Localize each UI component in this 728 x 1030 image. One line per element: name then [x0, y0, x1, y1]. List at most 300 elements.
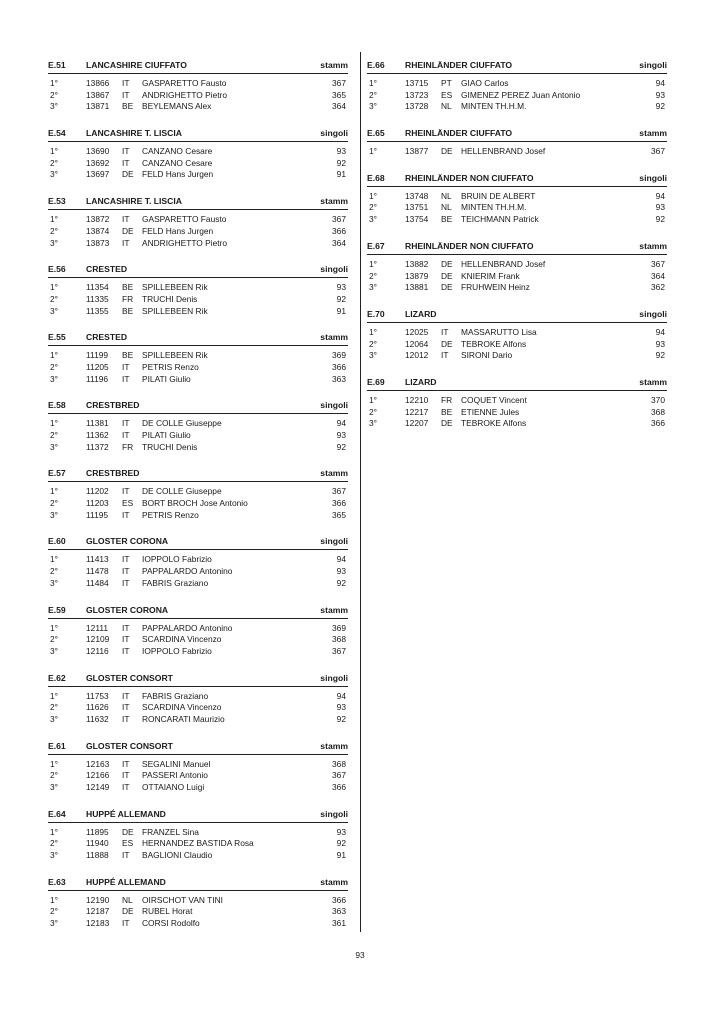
exhibitor-name: FABRIS Graziano — [142, 577, 209, 588]
section-title: LANCASHIRE T. LISCIA — [86, 196, 182, 207]
section-header — [367, 169, 667, 187]
entry-number: 13882 — [405, 258, 429, 269]
section-header — [48, 260, 348, 278]
placement: 1° — [50, 78, 59, 88]
column-divider — [360, 52, 361, 932]
section-title: CRESTED — [86, 264, 128, 275]
entry-number: 11626 — [86, 702, 109, 713]
section-header — [48, 532, 348, 550]
section-title: LIZARD — [405, 308, 437, 319]
result-row — [367, 350, 667, 362]
entry-number: 11895 — [86, 826, 109, 837]
result-section — [48, 56, 348, 113]
section-code: E.53 — [48, 196, 66, 207]
section-header — [48, 601, 348, 619]
entry-number: 13751 — [405, 202, 429, 213]
placement: 1° — [369, 258, 378, 269]
country-code: IT — [122, 566, 130, 577]
country-code: IT — [122, 782, 130, 792]
placement: 1° — [50, 214, 59, 225]
result-row — [367, 271, 667, 283]
entry-number: 11205 — [86, 361, 109, 372]
exhibitor-name: CANZANO Cesare — [142, 157, 213, 168]
section-code: E.67 — [367, 240, 385, 251]
exhibitor-name: SPILLEBEEN Rik — [142, 305, 208, 316]
section-type: stamm — [639, 240, 667, 251]
country-code: DE — [441, 146, 453, 157]
section-code: E.63 — [48, 876, 66, 887]
section-title: CRESTBRED — [86, 468, 140, 479]
exhibitor-name: COQUET Vincent — [461, 394, 527, 405]
placement: 1° — [50, 486, 59, 497]
score: 93 — [336, 566, 346, 577]
exhibitor-name: BRUIN DE ALBERT — [461, 190, 536, 201]
entry-number: 11354 — [86, 282, 109, 293]
country-code: ES — [122, 838, 134, 849]
result-row — [48, 442, 348, 454]
placement: 1° — [369, 78, 378, 88]
placement: 2° — [50, 89, 59, 100]
score: 92 — [336, 577, 346, 588]
result-row — [48, 691, 348, 703]
score: 364 — [332, 237, 346, 248]
section-code: E.54 — [48, 128, 66, 139]
score: 92 — [655, 214, 665, 225]
score: 91 — [336, 850, 346, 861]
exhibitor-name: PETRIS Renzo — [142, 361, 199, 372]
entry-number: 13697 — [86, 169, 110, 180]
country-code: IT — [122, 634, 130, 645]
country-code: IT — [122, 770, 130, 781]
score: 91 — [336, 305, 346, 316]
exhibitor-name: IOPPOLO Fabrizio — [142, 554, 212, 565]
exhibitor-name: ANDRIGHETTO Pietro — [142, 237, 228, 248]
section-type: singoli — [639, 60, 667, 70]
placement: 2° — [369, 270, 378, 281]
score: 366 — [651, 418, 665, 429]
entry-number: 11940 — [86, 838, 109, 849]
placement: 2° — [50, 293, 59, 304]
score: 94 — [655, 190, 665, 201]
placement: 3° — [50, 645, 59, 656]
placement: 3° — [50, 169, 59, 180]
placement: 3° — [50, 305, 59, 316]
section-code: E.64 — [48, 808, 66, 819]
country-code: DE — [122, 906, 134, 917]
score: 92 — [655, 350, 665, 361]
section-type: stamm — [320, 60, 348, 70]
section-title: RHEINLÄNDER NON CIUFFATO — [405, 172, 534, 183]
placement: 3° — [50, 782, 59, 792]
section-code: E.69 — [367, 376, 385, 387]
country-code: FR — [441, 394, 453, 405]
exhibitor-name: BORT BROCH Jose Antonio — [142, 498, 248, 509]
section-title: CRESTBRED — [86, 400, 140, 411]
exhibitor-name: SEGALINI Manuel — [142, 758, 211, 769]
exhibitor-name: OTTAIANO Luigi — [142, 782, 205, 792]
exhibitor-name: GASPARETTO Fausto — [142, 214, 227, 225]
entry-number: 11381 — [86, 418, 109, 429]
entry-number: 12163 — [86, 758, 110, 769]
section-header — [367, 124, 667, 142]
result-row — [48, 646, 348, 658]
country-code: IT — [122, 157, 130, 168]
placement: 2° — [50, 157, 59, 168]
entry-number: 11335 — [86, 293, 109, 304]
exhibitor-name: BAGLIONI Claudio — [142, 850, 213, 861]
score: 93 — [336, 430, 346, 440]
exhibitor-name: PILATI Giulio — [142, 373, 191, 384]
score: 94 — [336, 418, 346, 429]
section-title: RHEINLÄNDER NON CIUFFATO — [405, 240, 534, 251]
placement: 3° — [50, 101, 59, 112]
result-row — [48, 418, 348, 430]
entry-number: 12064 — [405, 338, 429, 349]
section-type: singoli — [320, 264, 348, 275]
score: 93 — [655, 89, 665, 100]
country-code: BE — [122, 282, 134, 293]
score: 93 — [655, 338, 665, 349]
result-row — [48, 294, 348, 306]
result-section — [367, 124, 667, 158]
score: 92 — [336, 441, 346, 452]
section-type: singoli — [320, 808, 348, 819]
section-title: LANCASHIRE CIUFFATO — [86, 60, 187, 70]
score: 92 — [336, 838, 346, 849]
placement: 1° — [50, 622, 59, 633]
score: 93 — [336, 282, 346, 293]
result-row — [48, 78, 348, 90]
section-header — [48, 124, 348, 142]
result-row — [48, 850, 348, 862]
entry-number: 12111 — [86, 622, 109, 633]
score: 365 — [332, 89, 346, 100]
result-section — [367, 56, 667, 113]
placement: 1° — [50, 418, 59, 429]
right-column — [367, 56, 667, 441]
result-row — [48, 566, 348, 578]
entry-number: 11199 — [86, 350, 109, 361]
section-code: E.58 — [48, 400, 66, 411]
score: 92 — [336, 713, 346, 724]
exhibitor-name: MASSARUTTO Lisa — [461, 326, 537, 337]
entry-number: 13873 — [86, 237, 110, 248]
entry-number: 11195 — [86, 509, 109, 520]
section-type: singoli — [639, 172, 667, 183]
country-code: NL — [441, 101, 452, 112]
entry-number: 12149 — [86, 782, 110, 792]
exhibitor-name: SIRONI Dario — [461, 350, 513, 361]
result-row — [48, 702, 348, 714]
exhibitor-name: PETRIS Renzo — [142, 509, 199, 520]
section-type: stamm — [320, 604, 348, 615]
result-row — [48, 214, 348, 226]
country-code: FR — [122, 441, 134, 452]
exhibitor-name: CORSI Rodolfo — [142, 918, 200, 929]
section-type: singoli — [639, 308, 667, 319]
placement: 2° — [50, 430, 59, 440]
exhibitor-name: FELD Hans Jurgen — [142, 225, 214, 236]
entry-number: 13871 — [86, 101, 110, 112]
result-row — [367, 202, 667, 214]
section-title: HUPPÉ ALLEMAND — [86, 808, 166, 819]
score: 361 — [332, 918, 346, 929]
result-row — [48, 90, 348, 102]
result-row — [48, 759, 348, 771]
exhibitor-name: SCARDINA Vincenzo — [142, 634, 222, 645]
country-code: BE — [441, 214, 453, 225]
exhibitor-name: PILATI Giulio — [142, 430, 191, 440]
section-type: stamm — [320, 332, 348, 343]
page-number: 93 — [355, 950, 365, 960]
placement: 3° — [369, 101, 378, 112]
result-row — [367, 101, 667, 113]
result-row — [48, 918, 348, 930]
result-row — [48, 895, 348, 907]
exhibitor-name: TEBROKE Alfons — [461, 338, 527, 349]
section-code: E.55 — [48, 332, 66, 343]
score: 94 — [336, 690, 346, 701]
placement: 2° — [50, 566, 59, 577]
country-code: IT — [122, 430, 130, 440]
score: 366 — [332, 225, 346, 236]
exhibitor-name: FABRIS Graziano — [142, 690, 209, 701]
section-title: RHEINLÄNDER CIUFFATO — [405, 128, 513, 139]
country-code: IT — [122, 373, 130, 384]
entry-number: 13754 — [405, 214, 429, 225]
result-row — [367, 282, 667, 294]
section-code: E.66 — [367, 60, 385, 70]
score: 366 — [332, 361, 346, 372]
score: 94 — [336, 554, 346, 565]
placement: 2° — [50, 770, 59, 781]
placement: 1° — [369, 190, 378, 201]
entry-number: 11196 — [86, 373, 109, 384]
country-code: DE — [122, 169, 134, 180]
placement: 3° — [369, 214, 378, 225]
result-row — [48, 906, 348, 918]
exhibitor-name: GASPARETTO Fausto — [142, 78, 227, 88]
exhibitor-name: HELLENBRAND Josef — [461, 146, 546, 157]
country-code: IT — [122, 577, 130, 588]
section-code: E.60 — [48, 536, 66, 547]
placement: 1° — [50, 826, 59, 837]
placement: 2° — [50, 702, 59, 713]
exhibitor-name: HELLENBRAND Josef — [461, 258, 546, 269]
section-type: singoli — [320, 672, 348, 683]
result-row — [48, 158, 348, 170]
result-row — [48, 430, 348, 442]
result-row — [48, 101, 348, 113]
section-header — [48, 328, 348, 346]
score: 93 — [336, 146, 346, 157]
exhibitor-name: SPILLEBEEN Rik — [142, 350, 208, 361]
result-row — [367, 327, 667, 339]
exhibitor-name: SCARDINA Vincenzo — [142, 702, 222, 713]
entry-number: 11362 — [86, 430, 109, 440]
placement: 2° — [50, 361, 59, 372]
placement: 3° — [50, 441, 59, 452]
result-row — [367, 418, 667, 430]
section-type: stamm — [320, 196, 348, 207]
placement: 3° — [50, 373, 59, 384]
country-code: BE — [122, 101, 134, 112]
country-code: NL — [441, 190, 452, 201]
score: 364 — [651, 270, 665, 281]
result-section — [367, 237, 667, 294]
country-code: IT — [122, 486, 130, 497]
exhibitor-name: MINTEN TH.H.M. — [461, 101, 527, 112]
section-type: singoli — [320, 400, 348, 411]
country-code: IT — [122, 78, 130, 88]
score: 365 — [332, 509, 346, 520]
exhibitor-name: TEICHMANN Patrick — [461, 214, 539, 225]
entry-number: 11753 — [86, 690, 109, 701]
result-row — [367, 146, 667, 158]
placement: 1° — [50, 758, 59, 769]
section-code: E.65 — [367, 128, 385, 139]
exhibitor-name: RUBEL Horat — [142, 906, 193, 917]
result-row — [367, 395, 667, 407]
result-section — [48, 601, 348, 658]
country-code: DE — [122, 826, 134, 837]
section-type: stamm — [320, 468, 348, 479]
exhibitor-name: FRUHWEIN Heinz — [461, 282, 530, 293]
section-title: GLOSTER CORONA — [86, 536, 169, 547]
section-title: GLOSTER CONSORT — [86, 740, 173, 751]
score: 362 — [651, 282, 665, 293]
result-row — [48, 226, 348, 238]
score: 367 — [651, 258, 665, 269]
result-row — [48, 554, 348, 566]
exhibitor-name: ETIENNE Jules — [461, 406, 520, 417]
section-header — [48, 56, 348, 74]
country-code: NL — [122, 894, 133, 905]
score: 366 — [332, 498, 346, 509]
placement: 2° — [369, 338, 378, 349]
placement: 3° — [369, 418, 378, 429]
entry-number: 12183 — [86, 918, 110, 929]
placement: 3° — [369, 282, 378, 293]
entry-number: 13723 — [405, 89, 429, 100]
country-code: DE — [441, 282, 453, 293]
result-section — [48, 805, 348, 862]
result-row — [367, 259, 667, 271]
country-code: BE — [122, 305, 134, 316]
placement: 2° — [369, 202, 378, 213]
country-code: IT — [122, 690, 130, 701]
score: 91 — [336, 169, 346, 180]
result-row — [48, 782, 348, 794]
section-type: stamm — [639, 128, 667, 139]
result-section — [48, 396, 348, 453]
exhibitor-name: BEYLEMANS Alex — [142, 101, 212, 112]
exhibitor-name: RONCARATI Maurizio — [142, 713, 225, 724]
section-code: E.59 — [48, 604, 66, 615]
section-title: LANCASHIRE T. LISCIA — [86, 128, 182, 139]
result-section — [367, 373, 667, 430]
country-code: DE — [122, 225, 134, 236]
placement: 3° — [50, 237, 59, 248]
placement: 3° — [50, 850, 59, 861]
result-section — [48, 464, 348, 521]
entry-number: 12116 — [86, 645, 109, 656]
country-code: IT — [122, 713, 130, 724]
score: 93 — [655, 202, 665, 213]
result-row — [48, 362, 348, 374]
country-code: IT — [122, 554, 130, 565]
result-row — [367, 407, 667, 419]
score: 367 — [332, 486, 346, 497]
placement: 2° — [50, 634, 59, 645]
section-type: stamm — [320, 876, 348, 887]
score: 367 — [332, 770, 346, 781]
exhibitor-name: IOPPOLO Fabrizio — [142, 645, 212, 656]
entry-number: 12025 — [405, 326, 429, 337]
exhibitor-name: ANDRIGHETTO Pietro — [142, 89, 228, 100]
country-code: IT — [122, 361, 130, 372]
section-header — [367, 305, 667, 323]
exhibitor-name: TRUCHI Denis — [142, 441, 198, 452]
entry-number: 13879 — [405, 270, 429, 281]
result-row — [48, 169, 348, 181]
result-row — [48, 770, 348, 782]
exhibitor-name: GIAO Carlos — [461, 78, 509, 88]
section-code: E.51 — [48, 60, 66, 70]
section-header — [48, 396, 348, 414]
section-type: singoli — [320, 128, 348, 139]
section-code: E.68 — [367, 172, 385, 183]
score: 368 — [332, 634, 346, 645]
placement: 3° — [50, 918, 59, 929]
section-title: GLOSTER CONSORT — [86, 672, 173, 683]
placement: 1° — [369, 394, 378, 405]
result-row — [367, 78, 667, 90]
country-code: DE — [441, 270, 453, 281]
section-header — [48, 873, 348, 891]
country-code: PT — [441, 78, 452, 88]
country-code: DE — [441, 338, 453, 349]
entry-number: 13866 — [86, 78, 110, 88]
entry-number: 11202 — [86, 486, 109, 497]
score: 92 — [655, 101, 665, 112]
entry-number: 13690 — [86, 146, 110, 157]
section-header — [367, 56, 667, 74]
country-code: IT — [122, 702, 130, 713]
exhibitor-name: CANZANO Cesare — [142, 146, 213, 157]
score: 367 — [332, 214, 346, 225]
section-code: E.56 — [48, 264, 66, 275]
score: 94 — [655, 326, 665, 337]
result-row — [48, 634, 348, 646]
result-row — [48, 714, 348, 726]
section-type: singoli — [320, 536, 348, 547]
section-type: stamm — [639, 376, 667, 387]
score: 367 — [332, 645, 346, 656]
placement: 2° — [50, 838, 59, 849]
entry-number: 12012 — [405, 350, 429, 361]
country-code: IT — [122, 418, 130, 429]
result-section — [367, 169, 667, 226]
placement: 1° — [50, 554, 59, 565]
section-header — [48, 464, 348, 482]
section-header — [367, 237, 667, 255]
result-section — [48, 192, 348, 249]
section-title: CRESTED — [86, 332, 128, 343]
entry-number: 12190 — [86, 894, 110, 905]
section-header — [48, 669, 348, 687]
placement: 2° — [50, 225, 59, 236]
